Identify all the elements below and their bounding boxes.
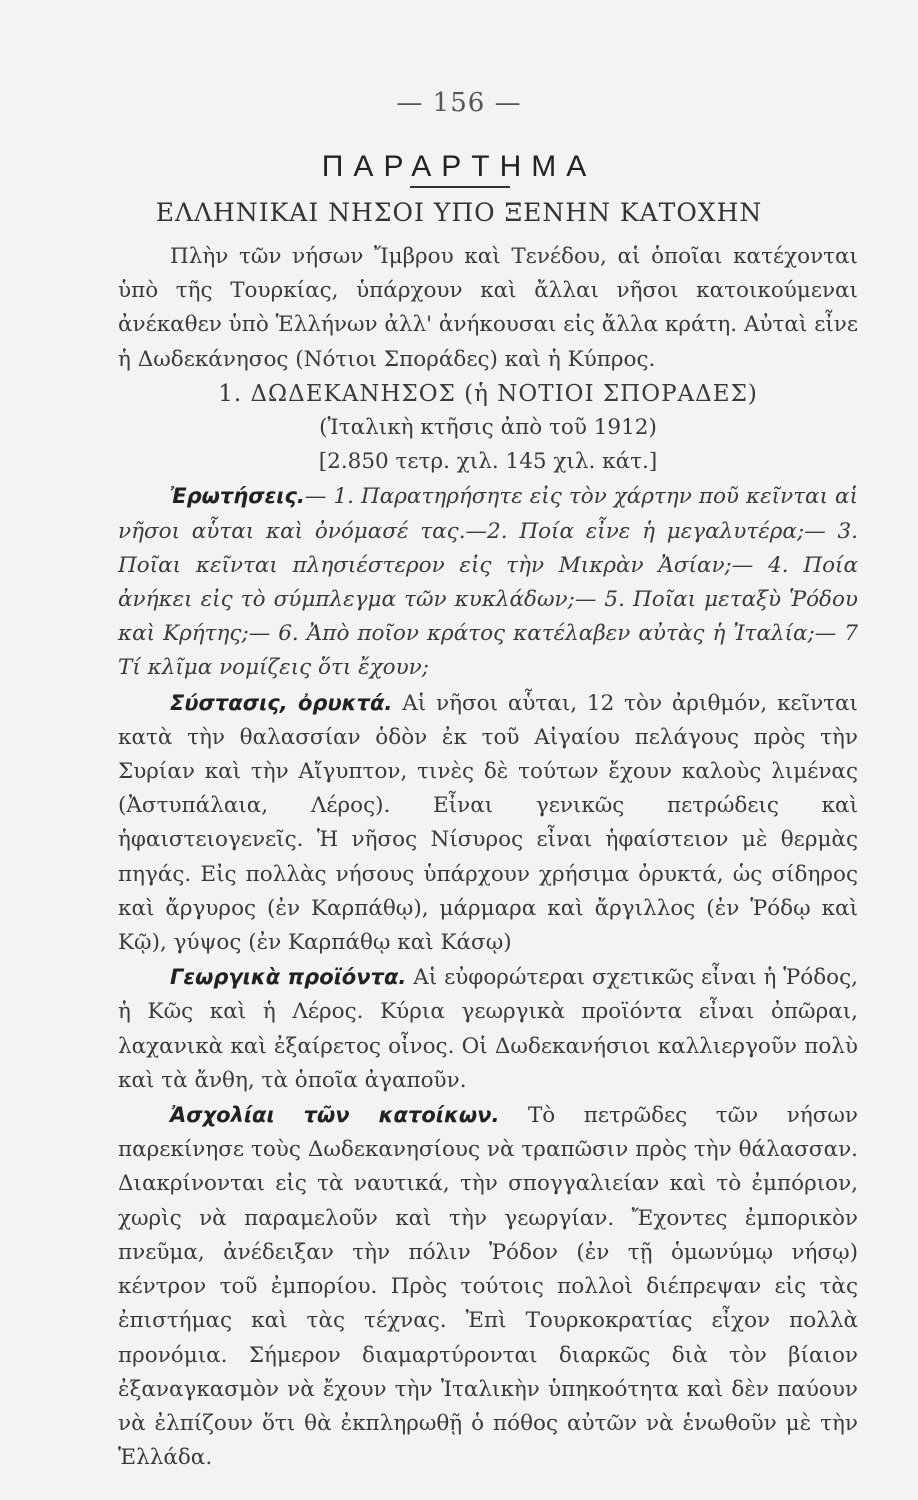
- composition-paragraph: [118, 686, 858, 961]
- section-subheading-1: (Ἰταλικὴ κτῆσις ἀπὸ τοῦ 1912): [319, 415, 657, 441]
- section-heading: 1. ΔΩΔΕΚΑΝΗΣΟΣ (ἡ ΝΟΤΙΟΙ ΣΠΟΡΑΔΕΣ): [218, 380, 758, 407]
- composition-label: Σύστασις, ὀρυκτά.: [170, 690, 393, 715]
- questions-label: Ἐρωτήσεις.: [170, 484, 305, 509]
- questions-text: — 1. Παρατηρήσητε εἰς τὸν χάρτην ποῦ κεῖνται αἱ νῆσοι αὗται καὶ ὀνόμασέ τας.—2. Ποία εἶνε ἡ μεγαλυτέρα;— 3. Ποῖαι κεῖνται πλησιέστερον εἰς τὴν Μικρὰν Ἀσίαν;— 4. Ποία ἀνήκει εἰς τὸ σύμπλεγμα τῶν κυκλάδων;— 5. Ποῖαι μεταξὺ Ῥόδου καὶ Κρήτης;— 6. Ἀπὸ ποῖον κράτος κατέλαβεν αὐτὰς ἡ Ἰταλία;— 7 Τί κλῖμα νομίζεις ὅτι ἔχουν;: [118, 484, 858, 681]
- intro-paragraph: Πλὴν τῶν νήσων Ἴμβρου καὶ Τενέδου, αἱ ὁποῖαι κατέχονται ὑπὸ τῆς Τουρκίας, ὑπάρχουν καὶ ἄλλαι νῆσοι κατοικούμεναι ἀνέκαθεν ὑπὸ Ἑλλήνων ἀλλ' ἀνήκουσαι εἰς ἄλλα κράτη. Αὐταὶ εἶνε ἡ Δωδεκάνησος (Νότιοι Σποράδες) καὶ ἡ Κύπρος.: [118, 244, 858, 372]
- title-underline: [410, 186, 510, 188]
- appendix-title: ΠΑΡΑΡΤΗΜΑ: [321, 150, 597, 183]
- agriculture-label: Γεωργικὰ προϊόντα.: [170, 965, 407, 990]
- agriculture-paragraph: [118, 960, 858, 1098]
- occupations-paragraph: [118, 1098, 858, 1475]
- occupations-label: Ἀσχολίαι τῶν κατοίκων.: [170, 1103, 500, 1128]
- occupations-text: Τὸ πετρῶδες τῶν νήσων παρεκίνησε τοὺς Δωδεκανησίους νὰ τραπῶσιν πρὸς τὴν θάλασσαν. Διακρίνονται εἰς τὰ ναυτικά, τὴν σπογγαλιείαν καὶ τὸ ἐμπόριον, χωρὶς νὰ παραμελοῦν καὶ τὴν γεωργίαν. Ἔχοντες ἐμπορικὸν πνεῦμα, ἀνέδειξαν τὴν πόλιν Ῥόδον (ἐν τῇ ὁμωνύμῳ νήσῳ) κέντρον τοῦ ἐμπορίου. Πρὸς τούτοις πολλοὶ διέπρεψαν εἰς τὰς ἐπιστήμας καὶ τὰς τέχνας. Ἐπὶ Τουρκοκρατίας εἶχον πολλὰ προνόμια. Σήμερον διαμαρτύρονται διαρκῶς διὰ τὸν βίαιον ἐξαναγκασμὸν νὰ ἔχουν τὴν Ἰταλικὴν ὑπηκοότητα καὶ δὲν παύουν νὰ ἐλπίζουν ὅτι θὰ ἐκπληρωθῇ ὁ πόθος αὐτῶν νὰ ἑνωθοῦν μὲ τὴν Ἑλλάδα.: [118, 1103, 858, 1471]
- page-number: — 156 —: [396, 88, 522, 118]
- section-subheading-2: [2.850 τετρ. χιλ. 145 χιλ. κάτ.]: [318, 449, 658, 475]
- questions-paragraph: [118, 479, 858, 685]
- body-text: [118, 240, 858, 1475]
- appendix-subtitle: ΕΛΛΗΝΙΚΑΙ ΝΗΣΟΙ ΥΠΟ ΞΕΝΗΝ ΚΑΤΟΧΗΝ: [155, 198, 763, 227]
- composition-text: Αἱ νῆσοι αὗται, 12 τὸν ἀριθμόν, κεῖνται κατὰ τὴν θαλασσίαν ὁδὸν ἐκ τοῦ Αἰγαίου πελάγους πρὸς τὴν Συρίαν καὶ τὴν Αἴγυπτον, τινὲς δὲ τούτων ἔχουν καλοὺς λιμένας (Ἀστυπάλαια, Λέρος). Εἶναι γενικῶς πετρώδεις καὶ ἡφαιστειογενεῖς. Ἡ νῆσος Νίσυρος εἶναι ἡφαίστειον μὲ θερμὰς πηγάς. Εἰς πολλὰς νήσους ὑπάρχουν χρήσιμα ὀρυκτά, ὡς σίδηρος καὶ ἄργυρος (ἐν Καρπάθῳ), μάρμαρα καὶ ἄργιλλος (ἐν Ῥόδῳ καὶ Κῷ), γύψος (ἐν Καρπάθῳ καὶ Κάσῳ): [118, 690, 858, 956]
- agriculture-text: Αἱ εὐφορώτεραι σχετικῶς εἶναι ἡ Ῥόδος, ἡ Κῶς καὶ ἡ Λέρος. Κύρια γεωργικὰ προϊόντα εἶναι ὀπῶραι, λαχανικὰ καὶ ἐξαίρετος οἶνος. Οἱ Δωδεκανήσιοι καλλιεργοῦν πολὺ καὶ τὰ ἄνθη, τὰ ὁποῖα ἀγαποῦν.: [118, 965, 858, 1093]
